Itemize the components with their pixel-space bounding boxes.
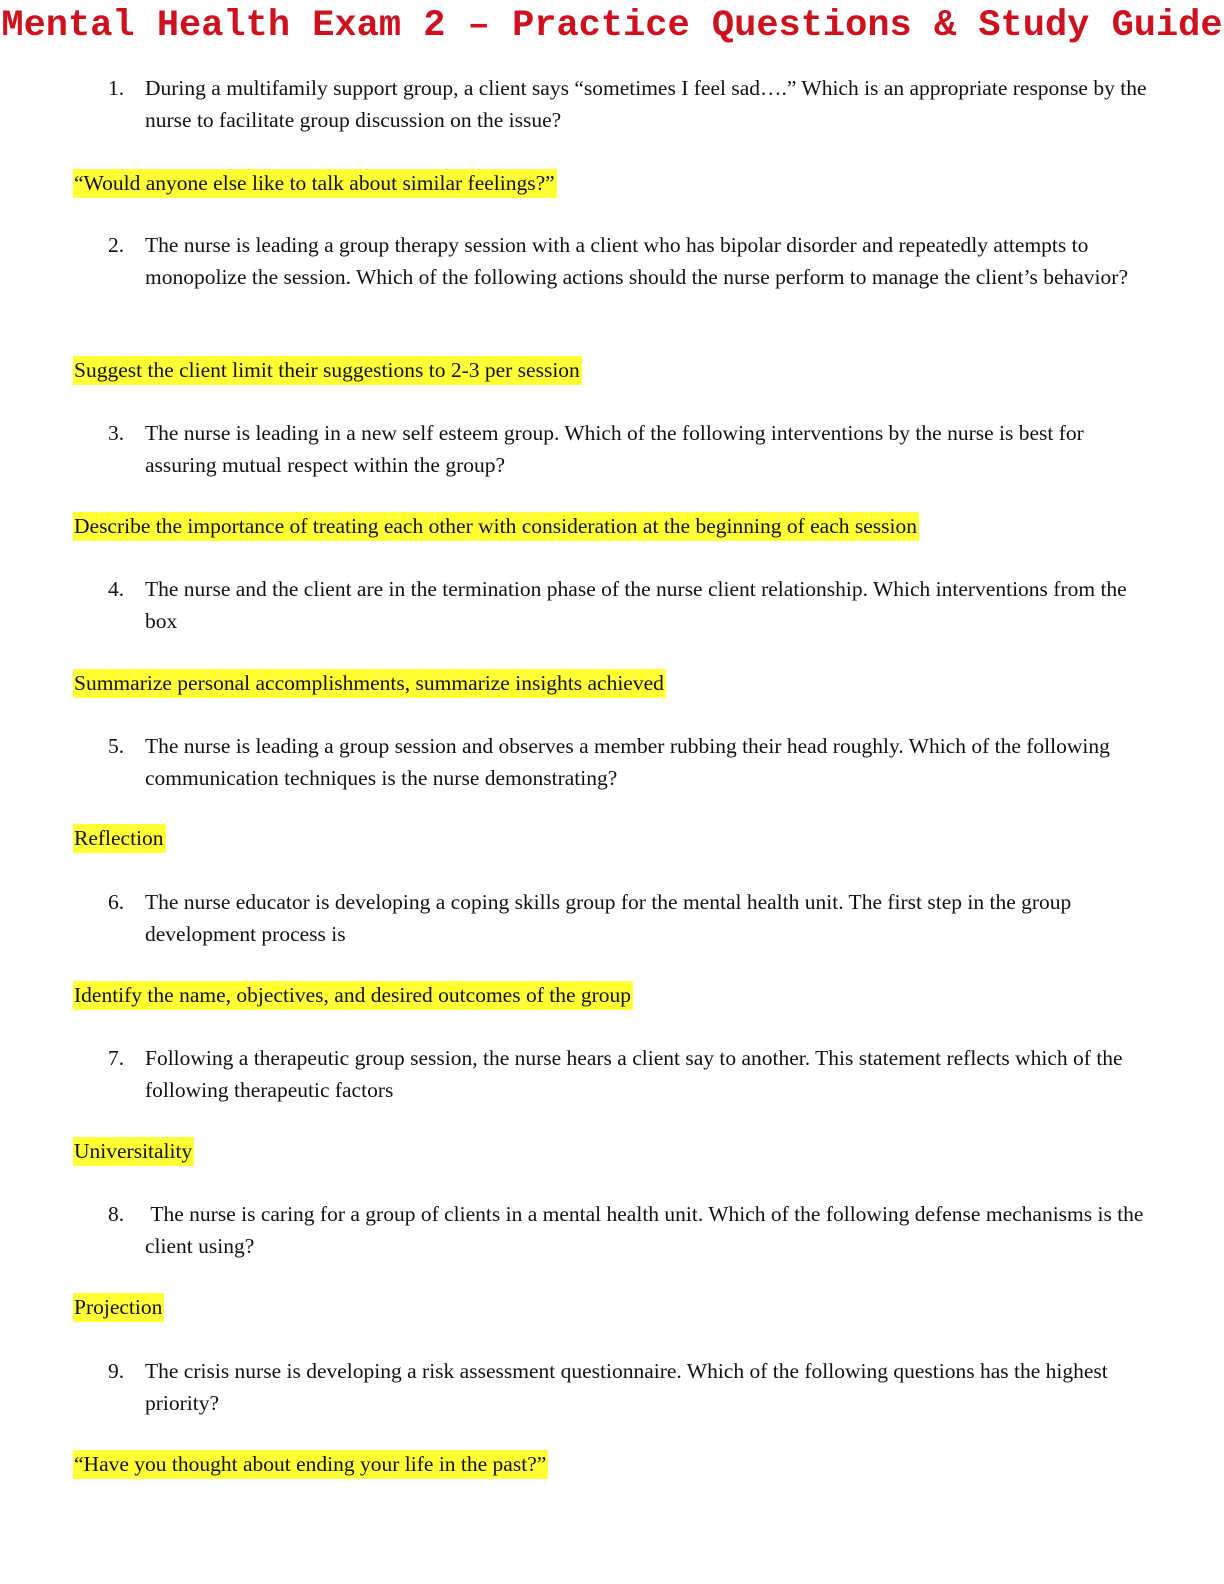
answer-highlight: Suggest the client limit their suggestions to 2-3 per session (73, 356, 582, 385)
answer-highlight: Reflection (73, 824, 166, 853)
question-text: The nurse is caring for a group of clients in a mental health unit. Which of the following defense mechanisms is the client using? (145, 1202, 1149, 1258)
answer-highlight: Universitality (73, 1137, 194, 1166)
question-text: The nurse is leading a group therapy session with a client who has bipolar disorder and repeatedly attempts to monopolize the session. Which of the following actions should the nurse perform to manage the client’s behavior? (145, 233, 1128, 289)
question-item (108, 731, 1148, 794)
question-number: 1. (108, 76, 125, 100)
question-text: The nurse is leading in a new self esteem group. Which of the following interventions by the nurse is best for assuring mutual respect within the group? (145, 421, 1084, 477)
answer-highlight: Describe the importance of treating each other with consideration at the beginning of each session (73, 512, 919, 541)
question-number: 3. (108, 421, 125, 445)
question-item (108, 887, 1148, 950)
question-item (108, 574, 1148, 637)
question-text: The nurse is leading a group session and observes a member rubbing their head roughly. Which of the following communication techniques is the nurse demonstrating? (145, 734, 1110, 790)
answer-highlight: “Would anyone else like to talk about similar feelings?” (73, 169, 557, 198)
answer-highlight: Summarize personal accomplishments, summarize insights achieved (73, 669, 666, 698)
question-number: 4. (108, 577, 125, 601)
question-number: 8. (108, 1202, 125, 1226)
question-number: 2. (108, 233, 125, 257)
question-item (108, 1043, 1148, 1106)
question-text: The nurse and the client are in the termination phase of the nurse client relationship. Which interventions from the box (145, 577, 1127, 633)
answer-highlight: Projection (73, 1293, 164, 1322)
question-text: During a multifamily support group, a client says “sometimes I feel sad….” Which is an appropriate response by the nurse to facilitate group discussion on the issue? (145, 76, 1147, 132)
question-item (108, 73, 1148, 136)
answer-highlight: Identify the name, objectives, and desired outcomes of the group (73, 981, 633, 1010)
question-text: The crisis nurse is developing a risk assessment questionnaire. Which of the following questions has the highest priority? (145, 1359, 1108, 1415)
question-item (108, 1199, 1148, 1262)
question-item (108, 230, 1148, 293)
question-text: The nurse educator is developing a coping skills group for the mental health unit. The first step in the group development process is (145, 890, 1072, 946)
question-number: 9. (108, 1359, 125, 1383)
question-number: 6. (108, 890, 125, 914)
answer-highlight: “Have you thought about ending your life in the past?” (73, 1450, 548, 1479)
question-text: Following a therapeutic group session, the nurse hears a client say to another. This statement reflects which of the following therapeutic factors (145, 1046, 1123, 1102)
question-number: 7. (108, 1046, 125, 1070)
page-title: Mental Health Exam 2 – Practice Questions & Study Guide (1, 5, 1223, 47)
question-number: 5. (108, 734, 125, 758)
question-item (108, 1356, 1148, 1419)
question-item (108, 418, 1148, 481)
